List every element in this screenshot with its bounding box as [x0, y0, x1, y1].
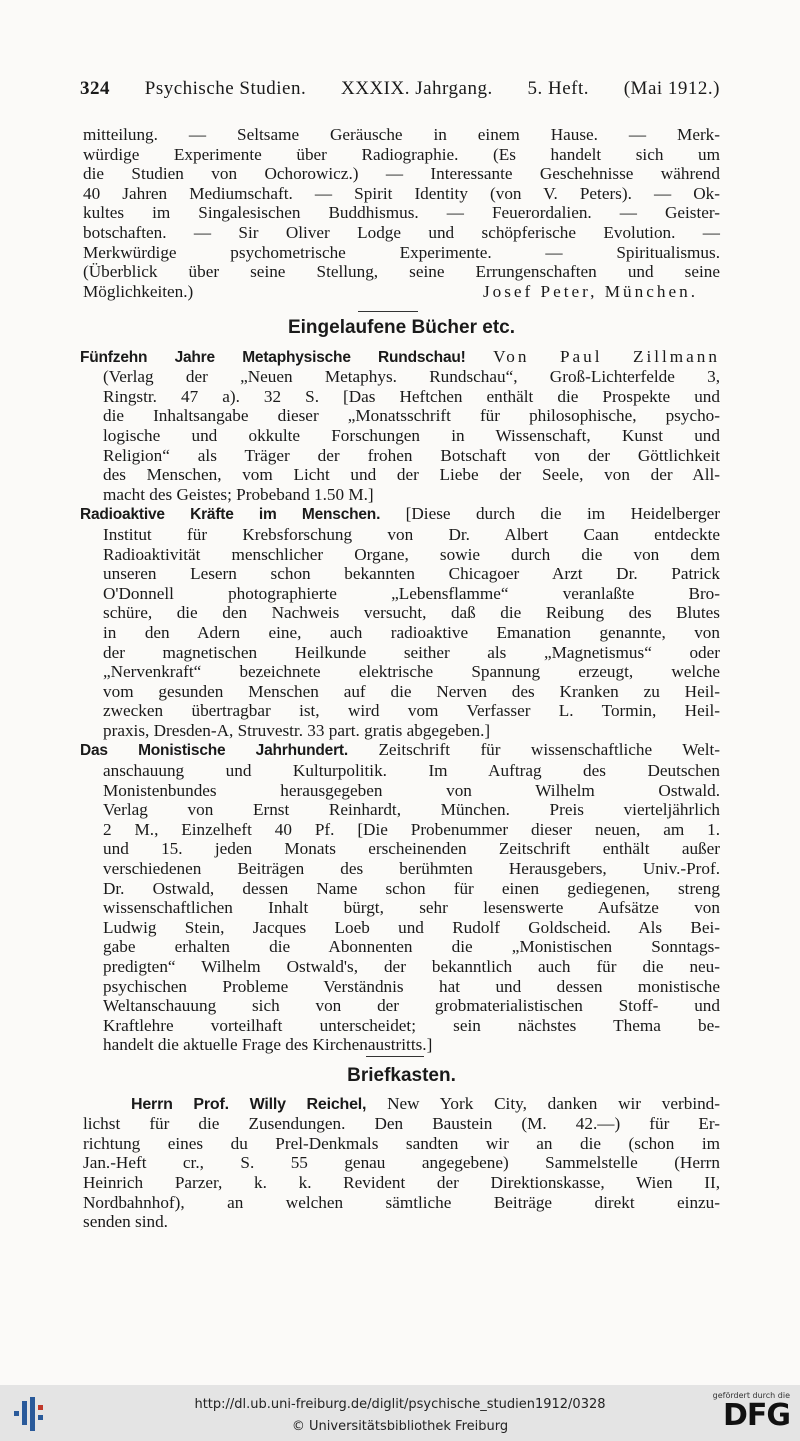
mailbox-heading: Briefkasten.: [347, 1065, 456, 1086]
text-line: handelt die aktuelle Frage des Kirchenaustritts.]: [103, 1035, 433, 1055]
text-line: schüre, die den Nachweis versucht, daß die Reibung des Blutes: [103, 603, 720, 623]
text-line: die Studien von Ochorowicz.) — Interessante Geschehnisse während: [83, 164, 720, 184]
text-line: Nordbahnhof), an welchen sämtliche Beiträge direkt einzu-: [83, 1192, 720, 1212]
text-line: Weltanschauung sich von der grobmaterialistischen Stoff- und: [103, 996, 720, 1016]
text-line: wissenschaftlichen Inhalt bürgt, sehr lesenswerte Aufsätze von: [103, 898, 720, 918]
text-line: des Menschen, vom Licht und der Liebe der Seele, von der All-: [103, 465, 720, 485]
text-line: O'Donnell photographierte „Lebensflamme“ veranlaßte Bro-: [103, 583, 720, 603]
text-line: [83, 1094, 720, 1115]
text-line: Merkwürdige psychometrische Experimente. — Spiritualismus.: [83, 242, 720, 262]
books-section: [80, 317, 721, 1055]
addressee: Herrn Prof. Willy Reichel,: [131, 1095, 367, 1113]
text-line: Ludwig Stein, Jacques Loeb und Rudolf Goldscheid. Als Bei-: [103, 917, 720, 937]
text-line: gabe erhalten die Abonnenten die „Monistischen Sonntags-: [103, 937, 720, 957]
text-line: senden sind.: [83, 1212, 168, 1232]
text-line: „Nervenkraft“ bezeichnete elektrische Spannung erzeugt, welche: [103, 662, 720, 682]
journal-title: Psychische Studien.: [144, 78, 307, 99]
text-line: lichst für die Zusendungen. Den Baustein (M. 42.—) für Er-: [83, 1114, 720, 1134]
page-number: 324: [80, 78, 110, 99]
text-line: zwecken übertragbar ist, wird vom Verfasser L. Tormin, Heil-: [103, 701, 720, 721]
viewer-footer: [0, 1385, 800, 1441]
section-divider: [358, 311, 418, 312]
section-divider: [366, 1056, 424, 1057]
copyright-notice: © Universitätsbibliothek Freiburg: [291, 1419, 509, 1434]
text-line: Institut für Krebsforschung von Dr. Albert Caan entdeckte: [103, 524, 720, 544]
review-continuation: [83, 125, 720, 301]
text-line: mitteilung. — Seltsame Geräusche in einem Hause. — Merk-: [83, 125, 720, 144]
text-line: [80, 347, 720, 368]
text-line: (Verlag der „Neuen Metaphys. Rundschau“, Groß-Lichterfelde 3,: [103, 367, 720, 387]
text-line: und 15. jeden Monats erscheinenden Zeitschrift enthält außer: [103, 839, 720, 859]
text-fragment: [Diese durch die im Heidelberger: [405, 504, 721, 524]
text-line: der magnetischen Heilkunde seither als „Magnetismus“ oder: [103, 642, 720, 662]
text-line: Kraftlehre vorteilhaft unterscheidet; sein nächstes Thema be-: [103, 1015, 720, 1035]
text-line: botschaften. — Sir Oliver Lodge und schöpferische Evolution. —: [83, 222, 720, 242]
issue: 5. Heft.: [527, 78, 589, 99]
mailbox-section: [83, 1066, 720, 1232]
text-line: Dr. Ostwald, dessen Name schon für einen gediegenen, streng: [103, 878, 720, 898]
text-line: in den Adern eine, auch radioaktive Emanation genannte, von: [103, 622, 720, 642]
text-fragment: Von Paul Zillmann: [493, 346, 720, 366]
text-line: vom gesunden Menschen auf die Nerven des Kranken zu Heil-: [103, 681, 720, 701]
text-line: predigten“ Wilhelm Ostwald's, der bekanntlich auch für die neu-: [103, 957, 720, 976]
text-line: (Überblick über seine Stellung, seine Errungenschaften und seine: [83, 262, 720, 282]
text-line: [80, 740, 720, 761]
text-line: praxis, Dresden-A, Struvestr. 33 part. gratis abgegeben.]: [103, 720, 491, 740]
text-line: die Inhaltsangabe dieser „Monatsschrift für philosophische, psycho-: [103, 406, 720, 426]
book-title: Radioaktive Kräfte im Menschen.: [80, 506, 381, 524]
text-line: verschiedenen Beiträgen des berühmten Herausgebers, Univ.-Prof.: [103, 859, 720, 879]
text-line: Religion“ als Träger der frohen Botschaft von der Göttlichkeit: [103, 445, 720, 465]
text-line: Verlag von Ernst Reinhardt, München. Preis vierteljährlich: [103, 800, 720, 820]
book-title: Das Monistische Jahrhundert.: [80, 742, 349, 760]
text-fragment: New York City, danken wir verbind-: [387, 1093, 720, 1113]
text-line: logische und okkulte Forschungen in Wissenschaft, Kunst und: [103, 425, 720, 445]
text-line: Ringstr. 47 a). 32 S. [Das Heftchen enthält die Prospekte und: [103, 386, 720, 406]
text-line: anschauung und Kulturpolitik. Im Auftrag des Deutschen: [103, 761, 720, 781]
book-entry: [80, 346, 720, 505]
text-line: richtung eines du Prel-Denkmals sandten wir an die (schon im: [83, 1133, 720, 1153]
text-line: Heinrich Parzer, k. k. Revident der Direktionskasse, Wien II,: [83, 1172, 720, 1192]
text-line: würdige Experimente über Radiographie. (Es handelt sich um: [83, 144, 720, 164]
dfg-wordmark: DFG: [722, 1398, 790, 1433]
text-line: psychischen Probleme Verständnis hat und dessen monistische: [103, 976, 720, 996]
text-line: [80, 504, 720, 525]
review-signature: Josef Peter, München.: [482, 281, 698, 301]
text-line: Radioaktivität menschlicher Organe, sowie durch die von dem: [103, 544, 720, 564]
text-fragment: Zeitschrift für wissenschaftliche Welt-: [378, 740, 720, 760]
running-header: [80, 78, 720, 100]
volume: XXXIX. Jahrgang.: [341, 78, 493, 99]
text-line: Monistenbundes herausgegeben von Wilhelm Ostwald.: [103, 780, 720, 800]
books-heading: Eingelaufene Bücher etc.: [287, 317, 515, 338]
text-line: Jan.-Heft cr., S. 55 genau angegebene) Sammelstelle (Herrn: [83, 1153, 720, 1173]
book-entry: [80, 504, 721, 740]
signature-line: [83, 282, 720, 302]
text-line: unseren Lesern schon bekannten Chicagoer Arzt Dr. Patrick: [103, 564, 720, 584]
text-line: Möglichkeiten.): [83, 281, 194, 301]
book-title: Fünfzehn Jahre Metaphysische Rundschau!: [80, 348, 466, 366]
text-line: macht des Geistes; Probeband 1.50 M.]: [103, 484, 374, 504]
document-url[interactable]: http://dl.ub.uni-freiburg.de/diglit/psychische_studien1912/0328: [194, 1397, 606, 1412]
text-line: kultes im Singalesischen Buddhismus. — Feuerordalien. — Geister-: [83, 203, 720, 223]
dfg-logo: [706, 1391, 790, 1437]
dfg-caption: gefördert durch die: [712, 1391, 790, 1400]
text-line: 40 Jahren Mediumschaft. — Spirit Identity (von V. Peters). — Ok-: [83, 183, 720, 203]
text-line: 2 M., Einzelheft 40 Pf. [Die Probenummer dieser neuen, am 1.: [103, 819, 720, 839]
issue-date: (Mai 1912.): [623, 78, 720, 99]
book-entry: [80, 740, 720, 1055]
